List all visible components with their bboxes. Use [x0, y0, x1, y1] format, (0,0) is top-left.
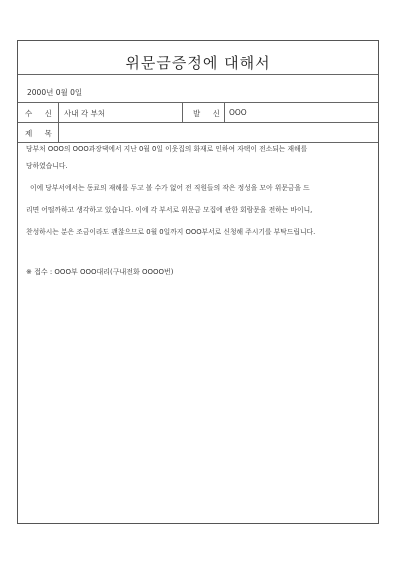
divider-date: [18, 102, 378, 103]
body-line-3: 이에 당부서에서는 동료의 재해를 두고 볼 수가 없어 전 직원들의 작은 정성을 모아 위문금을 드: [30, 184, 310, 192]
contact-note: ※ 접수 : OOO부 OOO대리(구내전화 OOOO번): [26, 268, 174, 276]
document-frame: [17, 40, 379, 524]
divider-col-3: [224, 102, 225, 122]
recipient-value: 사내 각 부처: [64, 109, 105, 118]
document-date: 2000년 0월 0일: [27, 88, 83, 97]
subject-label: 제 목: [25, 129, 57, 138]
body-line-5: 찬성하시는 분은 조금이라도 괜찮으므로 0월 0일까지 OOO부서로 신청해 주시기를 부탁드립니다.: [26, 228, 316, 236]
body-line-4: 리면 어떨까하고 생각하고 있습니다. 이에 각 부서로 위문금 모집에 관한 회람문을 전하는 바이니,: [26, 206, 313, 214]
recipient-label: 수 신: [25, 109, 57, 118]
divider-col-2: [182, 102, 183, 122]
divider-recipient: [18, 122, 378, 123]
divider-subject-col: [58, 122, 59, 142]
divider-col-1: [58, 102, 59, 122]
sender-label: 발 신: [193, 109, 225, 118]
divider-top: [18, 74, 378, 75]
body-line-1: 당부처 OOO의 OOO과장댁에서 지난 0월 0일 이웃집의 화재로 인하여 자택이 전소되는 재해를: [26, 145, 308, 153]
document-title: 위문금증정에 대해서: [125, 54, 271, 72]
body-line-2: 당하였습니다.: [26, 162, 68, 170]
sender-value: OOO: [229, 108, 247, 117]
